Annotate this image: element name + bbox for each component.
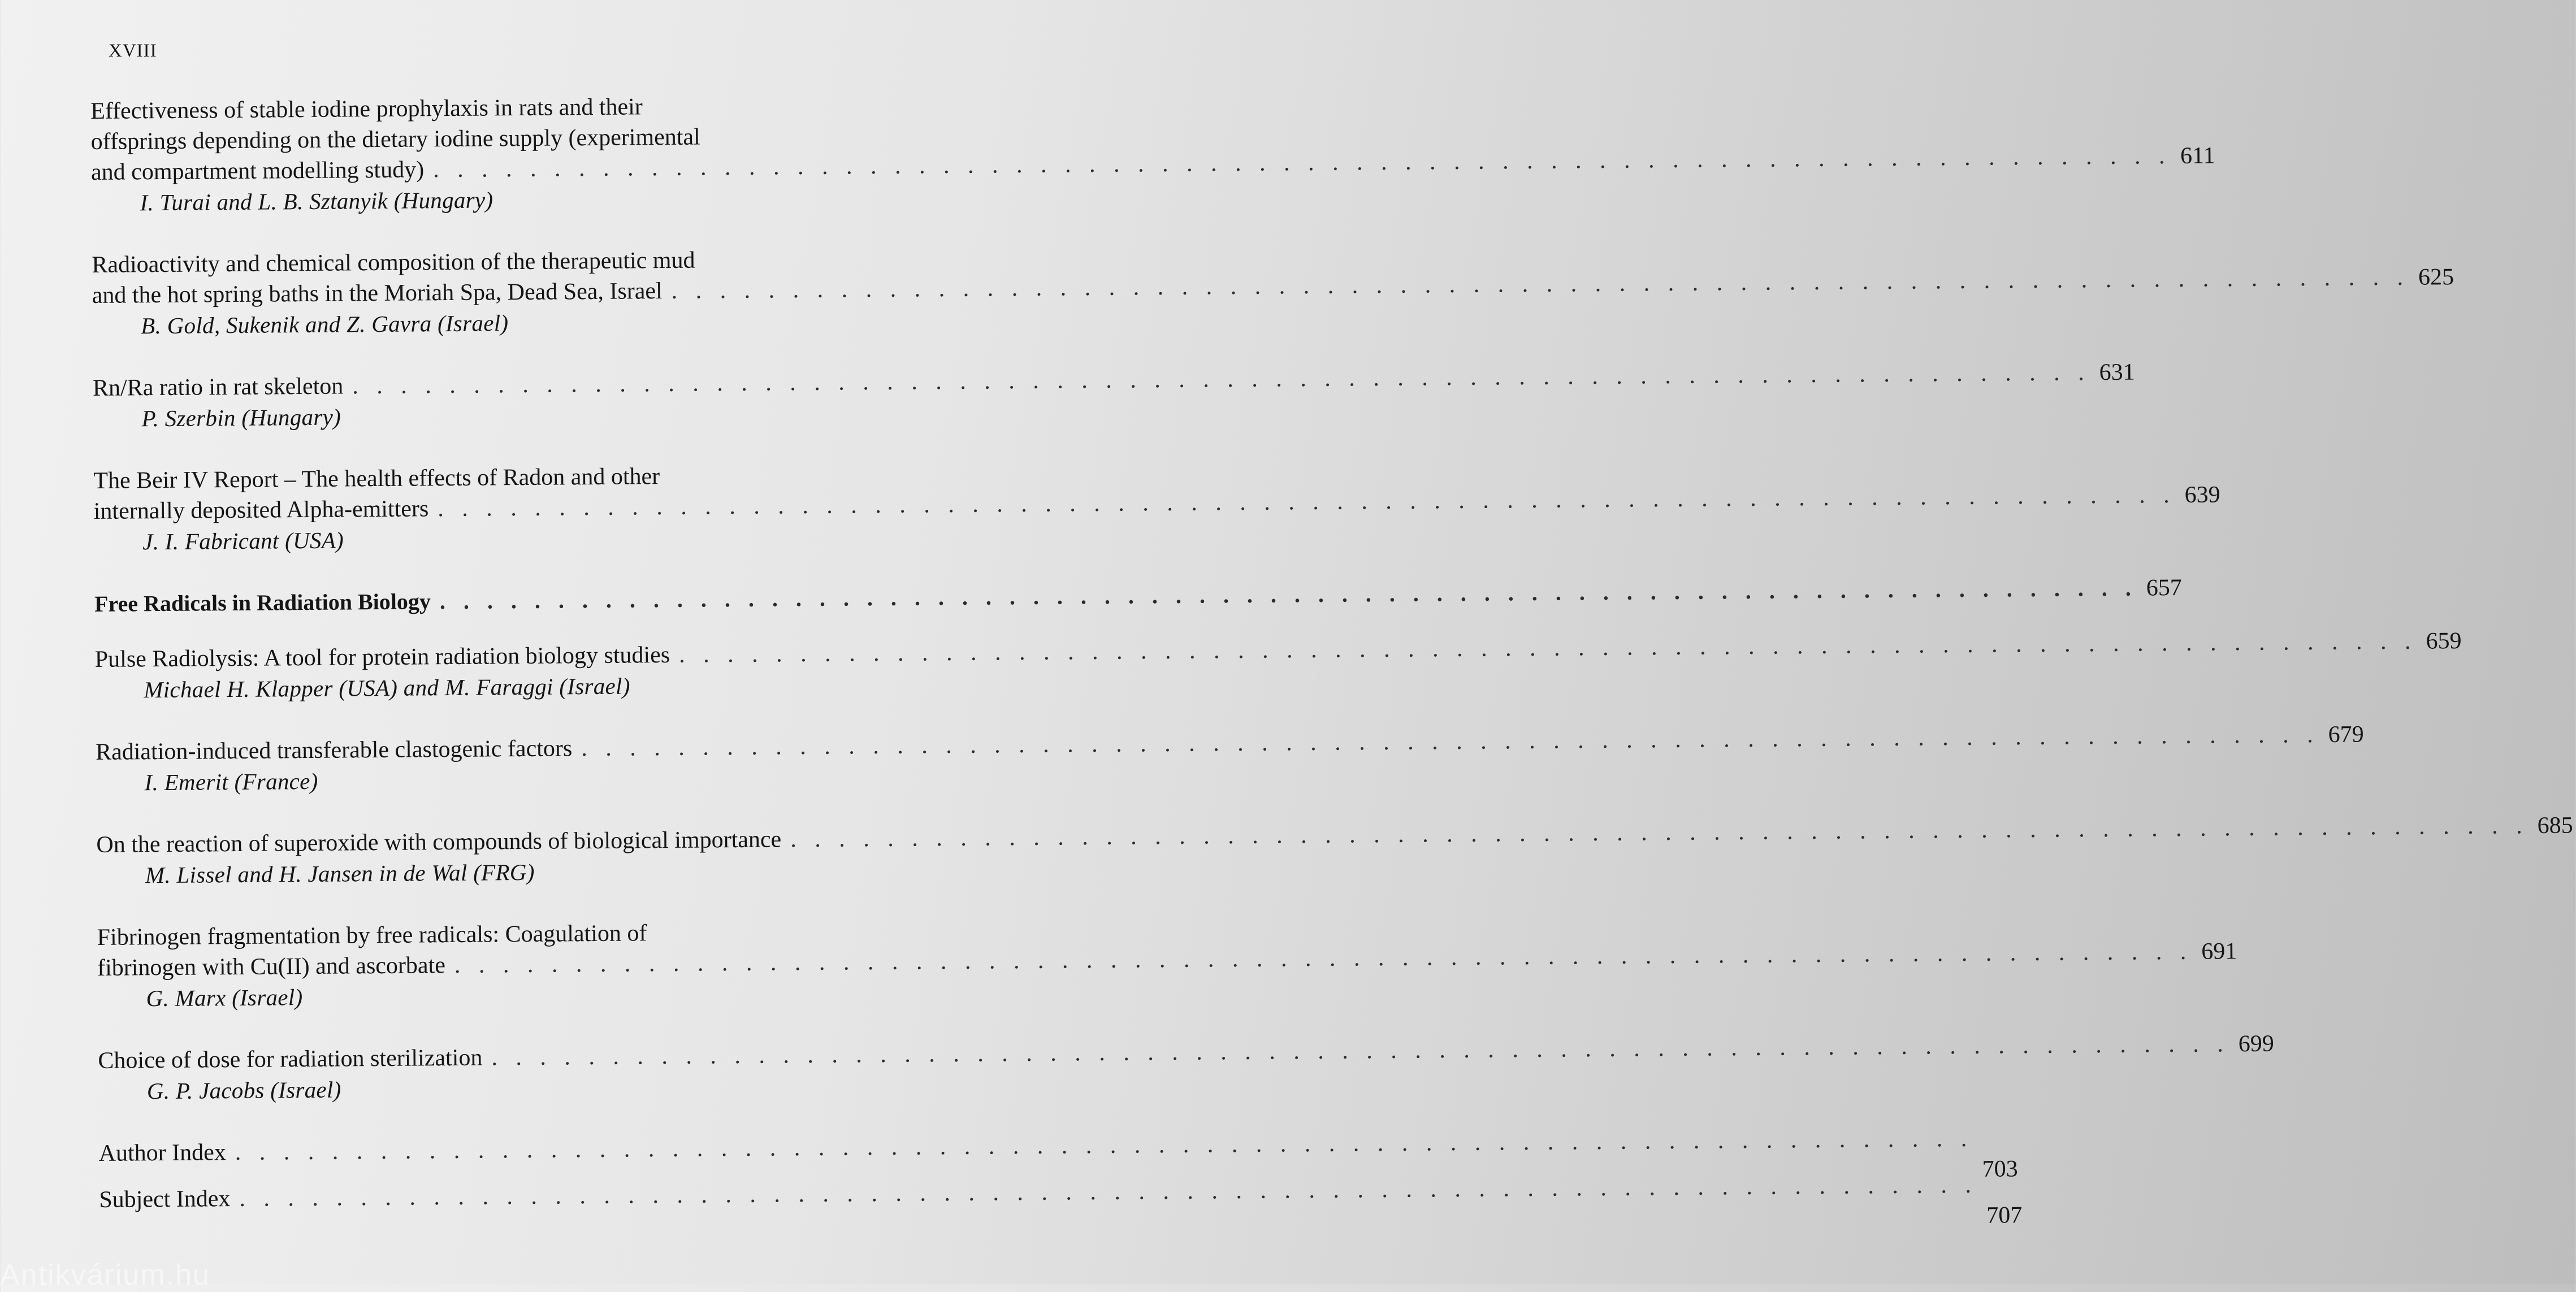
dot-leader: . . . . . . . . . . . . . . . . . . . . . . . . . . . . . . . . . . . . . . . . . . . . . . . . . . . . . . . . . . . . . . . . . . . . . . . . [671,264,2410,304]
entry-title-last-line [90,142,2215,188]
entry-authors: I. Turai and L. B. Sztanyik (Hungary) [140,187,493,216]
entry-authors: G. P. Jacobs (Israel) [146,1076,341,1104]
dot-leader: . . . . . . . . . . . . . . . . . . . . . . . . . . . . . . . . . . . . . . . . . . . . . . . . . . . . . . . . . . . . . . . . . . . . . . . . [432,143,2171,183]
dot-leader: . . . . . . . . . . . . . . . . . . . . . . . . . . . . . . . . . . . . . . . . . . . . . . . . . . . . . . . . . . . . . . . . . . . . . . . . [491,1031,2229,1071]
dot-leader: . . . . . . . . . . . . . . . . . . . . . . . . . . . . . . . . . . . . . . . . . . . . . . . . . . . . . . . . . . . . . . . . . . . . . . . . [438,482,2176,522]
entry-title-last-line [98,1125,2018,1182]
entry-authors: M. Lissel and H. Jansen in de Wal (FRG) [145,859,535,888]
entry-title-text: Radiation-induced transferable clastogenic factors [95,735,573,765]
entry-authors: I. Emerit (France) [144,768,318,796]
dot-leader: . . . . . . . . . . . . . . . . . . . . . . . . . . . . . . . . . . . . . . . . . . . . . . . . . . . . . . . . . . . . . . . . . . . . . . . . [454,938,2193,978]
entry-title-text: Free Radicals in Radiation Biology [94,588,431,617]
entry-authors: B. Gold, Sukenik and Z. Gavra (Israel) [141,310,509,339]
entry-title-text: Subject Index [99,1186,231,1213]
entry-title-text: Pulse Radiolysis: A tool for protein radiation biology studies [94,641,670,673]
toc-index-entry [99,1172,2023,1229]
entry-page-number: 691 [2201,938,2237,965]
entry-authors: P. Szerbin (Hungary) [141,404,341,432]
entry-title-last-line [99,1172,2023,1229]
entry-title-last-line [94,574,2182,619]
entry-title-last-line [92,359,2135,404]
toc-entry [98,1030,2274,1107]
entry-page-number: 699 [2238,1030,2274,1057]
entry-title-line: The Beir IV Report – The health effects of Radon and other [93,463,660,494]
toc-entry [90,89,2215,218]
toc-entry [92,359,2135,434]
entry-title-last-line [97,938,2237,983]
toc-index-entry [98,1125,2018,1182]
entry-authors: Michael H. Klapper (USA) and M. Faraggi (Israel) [144,673,630,703]
dot-leader: . . . . . . . . . . . . . . . . . . . . . . . . . . . . . . . . . . . . . . . . . . . . . . . . . . . . . . . . . . . . . . . . . . . . . . . . [678,628,2417,668]
table-of-contents [90,89,2573,1230]
entry-page-number: 679 [2328,721,2364,748]
entry-title-line: Radioactivity and chemical composition of the therapeutic mud [92,247,695,278]
watermark: Antikvárium.hu [0,1259,210,1291]
dot-leader: . . . . . . . . . . . . . . . . . . . . . . . . . . . . . . . . . . . . . . . . . . . . . . . . . . . . . . . . . . . . . . . . . . . . . . . . [581,722,2319,762]
entry-page-number: 625 [2418,264,2454,291]
toc-entry [94,628,2462,705]
entry-title-last-line [95,721,2364,768]
entry-title-line: offsprings depending on the dietary iodine supply (experimental [90,124,700,155]
toc-entry [97,916,2237,1014]
entry-title-text: Rn/Ra ratio in rat skeleton [92,373,344,401]
entry-page-number: 657 [2146,574,2182,601]
toc-section-heading [94,574,2182,619]
dot-leader: . . . . . . . . . . . . . . . . . . . . . . . . . . . . . . . . . . . . . . . . . . . . . . . . . . . . . . . . . . . . . . . . . . . . . . . . [239,1172,1978,1212]
entry-title-text: On the reaction of superoxide with compounds of biological importance [96,826,782,858]
entry-title-last-line [98,1030,2274,1076]
entry-authors: J. I. Fabricant (USA) [142,527,344,555]
entry-title-last-line [96,812,2573,860]
entry-title-text: and the hot spring baths in the Moriah Spa, Dead Sea, Israel [92,278,663,309]
entry-page-number: 703 [1982,1156,2018,1182]
toc-entry [92,243,2454,341]
toc-entry [96,812,2573,891]
dot-leader: . . . . . . . . . . . . . . . . . . . . . . . . . . . . . . . . . . . . . . . . . . . . . . . . . . . . . . . . . . . . . . . . . . . . . . . . [439,575,2137,614]
entry-title-text: fibrinogen with Cu(II) and ascorbate [97,952,446,981]
page-number: XVIII [109,41,157,61]
entry-title-last-line [93,482,2220,527]
entry-page-number: 685 [2537,812,2573,839]
entry-title-text: and compartment modelling study) [90,157,425,185]
dot-leader: . . . . . . . . . . . . . . . . . . . . . . . . . . . . . . . . . . . . . . . . . . . . . . . . . . . . . . . . . . . . . . . . . . . . . . . . [790,813,2529,853]
entry-page-number: 707 [1986,1202,2023,1229]
entry-authors: G. Marx (Israel) [146,984,303,1012]
entry-page-number: 611 [2180,142,2215,169]
entry-page-number: 631 [2099,359,2135,386]
entry-title-last-line [92,264,2454,311]
entry-title-text: Choice of dose for radiation sterilization [98,1044,483,1074]
entry-title-last-line [94,628,2462,675]
entry-title-line: Effectiveness of stable iodine prophylaxis in rats and their [90,94,643,124]
entry-title-text: internally deposited Alpha-emitters [93,496,429,524]
toc-entry [93,459,2220,557]
dot-leader: . . . . . . . . . . . . . . . . . . . . . . . . . . . . . . . . . . . . . . . . . . . . . . . . . . . . . . . . . . . . . . . . . . . . . . . . [352,359,2090,400]
entry-page-number: 639 [2184,482,2220,508]
dot-leader: . . . . . . . . . . . . . . . . . . . . . . . . . . . . . . . . . . . . . . . . . . . . . . . . . . . . . . . . . . . . . . . . . . . . . . . . [235,1125,1973,1166]
toc-entry [95,721,2364,798]
entry-title-text: Author Index [98,1139,226,1167]
entry-title-line: Fibrinogen fragmentation by free radicals: Coagulation of [97,920,647,951]
entry-page-number: 659 [2426,628,2462,654]
